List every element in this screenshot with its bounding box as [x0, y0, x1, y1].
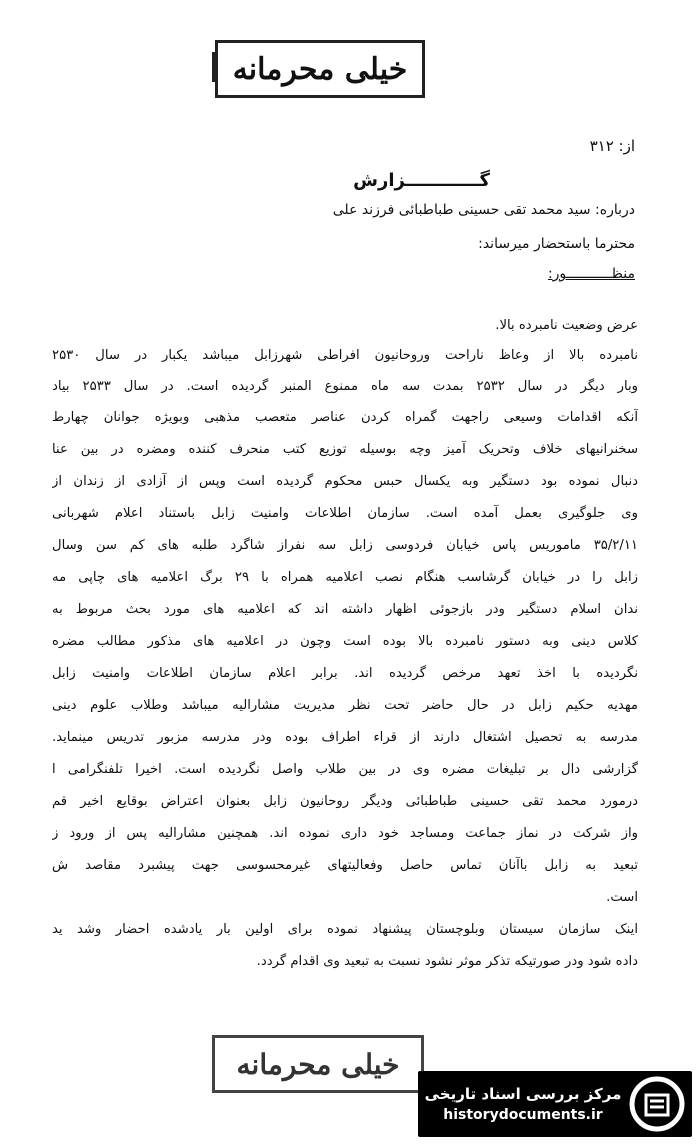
- body-line: تبعید به زابل باآنان تماس حاصل وفعالیتهای غیرمحسوسی جهت پیشبرد مقاصد ش: [52, 858, 638, 873]
- report-title: گــــــــــــزارش: [353, 170, 490, 191]
- subject-line: درباره: سید محمد تقی حسینی طباطبائی فرزند علی: [332, 202, 635, 218]
- stamp-text: خیلی محرمانه: [232, 51, 408, 87]
- body-line: ندان اسلام دستگیر ودر بازجوئی اظهار داشته اند که اعلامیه های مورد بحث مربوط به: [52, 602, 638, 617]
- archive-watermark: [418, 1071, 692, 1137]
- body-line: سخنرانیهای خلاف وتحریک آمیز وچه بوسیله توزیع کتب منحرف کننده ومضره در بین عنا: [52, 442, 638, 457]
- body-line: مدرسه به تحصیل اشتغال دارند از قراء اطراف بوده ودر مدرسه مزبور تدریس مینماید.: [52, 730, 638, 745]
- body-line: آنکه اقدامات وسیعی راجهت گمراه کردن عناصر متعصب مذهبی وبویژه جوانان چهارط: [52, 410, 638, 425]
- body-line: نگردیده با اخذ تعهد مرخص گردیده اند. برابر اعلام سازمان اطلاعات وامنیت زابل: [52, 666, 638, 681]
- salutation: محترما باستحضار میرساند:: [478, 236, 635, 252]
- body-line: ۳۵/۲/۱۱ ماموریس پاس خیابان فردوسی زابل سه نفراز شاگرد طلبه های کم سن وسال: [52, 538, 638, 553]
- body-line: وبار دیگر در سال ۲۵۳۲ بمدت سه ماه ممنوع المنبر گردیده است. در سال ۲۵۳۳ بیاد: [52, 379, 638, 394]
- watermark-title: مرکز بررسی اسناد تاریخی: [424, 1085, 622, 1103]
- body-line: عرض وضعیت نامبرده بالا.: [495, 318, 638, 333]
- body-line: اینک سازمان سیستان وبلوچستان پیشنهاد نموده برای اولین بار یادشده احضار وشد ید: [52, 922, 638, 937]
- purpose-heading: منظـــــــــــور:: [547, 266, 635, 282]
- body-line: دنبال نموده بود دستگیر وبه یکسال حبس محکوم گردیده است وپس از آزادی از زندان از: [52, 474, 638, 489]
- stamp-text: خیلی محرمانه: [236, 1047, 400, 1081]
- body-line: واز شرکت در نماز جماعت ومساجد خود داری نموده اند. همچنین مشارالیه پس از ورود ز: [52, 826, 638, 841]
- classification-stamp-bottom: [212, 1035, 424, 1093]
- body-line: نامبرده بالا از وعاظ ناراحت وروحانیون افراطی شهرزابل میباشد یکبار در سال ۲۵۳۰: [52, 348, 638, 363]
- body-line: زابل را در خیابان گرشاسب هنگام نصب اعلامیه همراه با ۲۹ برگ اعلامیه های چاپی مه: [52, 570, 638, 585]
- body-line: گزارشی دال بر تبلیغات مضره وی در بین طلاب واصل نگردیده است. اخیرا تلفنگرامی ا: [52, 762, 638, 777]
- classification-stamp-top: [215, 40, 425, 98]
- from-line: از: ۳۱۲: [589, 137, 635, 155]
- body-line: کلاس دینی وبه دستور نامبرده بالا بوده است وچون در اعلامیه های مذکور مطالب مضره: [52, 634, 638, 649]
- watermark-url: historydocuments.ir: [443, 1107, 603, 1123]
- body-line: است.: [606, 890, 638, 905]
- body-line: درمورد محمد تقی حسینی طباطبائی ودیگر روحانیون زابل بعنوان اعتراض بوقایع اخیر قم: [52, 794, 638, 809]
- body-line: داده شود ودر صورتیکه تذکر موثر نشود نسبت به تبعید وی اقدام گردد.: [256, 954, 638, 969]
- body-line: وی جلوگیری بعمل آمده است. سازمان اطلاعات وامنیت زابل باستناد اعلام شهربانی: [52, 506, 638, 521]
- archive-logo-icon: [628, 1075, 686, 1133]
- body-line: مهدیه حکیم زابل در حال حاضر تحت نظر مدیریت مشارالیه میباشد وطلاب علوم دینی: [52, 698, 638, 713]
